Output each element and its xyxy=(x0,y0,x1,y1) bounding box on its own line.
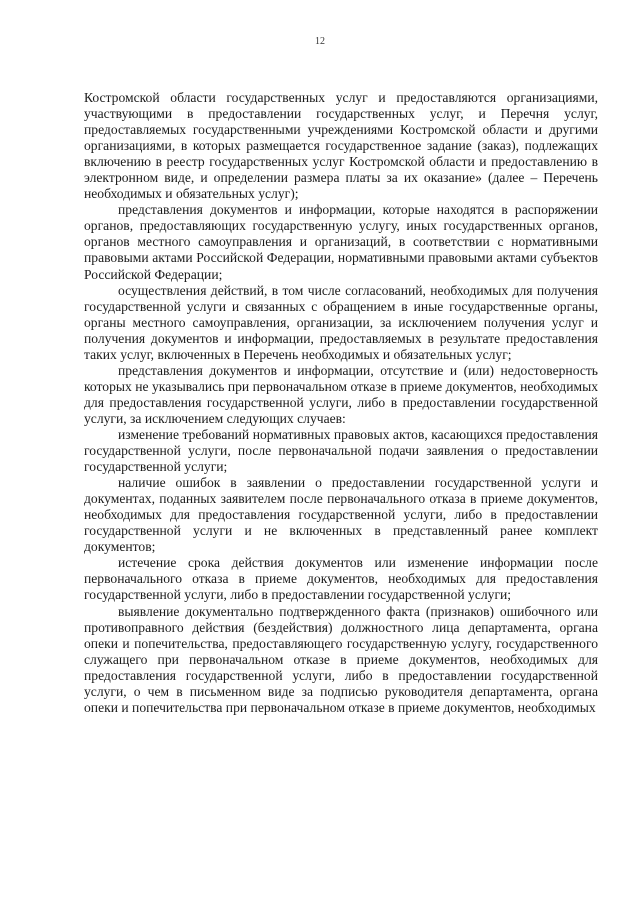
paragraph: истечение срока действия документов или изменение информации после первоначального отказа в приеме документов, необходимых для предоставления государственной услуги, либо в предоставлении государственной услуги; xyxy=(84,555,598,603)
paragraph: выявление документально подтвержденного факта (признаков) ошибочного или противоправного действия (бездействия) должностного лица департамента, органа опеки и попечительства, предоставляющего государственную услугу, государственного служащего при первоначальном отказе в приеме документов, необходимых для предоставления государственной услуги, либо в предоставлении государственной услуги, о чем в письменном виде за подписью руководителя департамента, органа опеки и попечительства при первоначальном отказе в приеме документов, необходимых xyxy=(84,603,598,715)
paragraph: наличие ошибок в заявлении о предоставлении государственной услуги и документах, поданных заявителем после первоначального отказа в приеме документов, необходимых для предоставления государственной услуги, либо в предоставлении государственной услуги и не включенных в представленный ранее комплект документов; xyxy=(84,475,598,555)
paragraph: представления документов и информации, отсутствие и (или) недостоверность которых не указывались при первоначальном отказе в приеме документов, необходимых для предоставления государственной услуги, либо в предоставлении государственной услуги, за исключением следующих случаев: xyxy=(84,362,598,426)
document-body xyxy=(84,90,598,716)
paragraph: осуществления действий, в том числе согласований, необходимых для получения государственной услуги и связанных с обращением в иные государственные органы, органы местного самоуправления, организации, за исключением получения услуг и получения документов и информации, предоставляемых в результате предоставления таких услуг, включенных в Перечень необходимых и обязательных услуг; xyxy=(84,282,598,362)
paragraph: Костромской области государственных услуг и предоставляются организациями, участвующими в предоставлении государственных услуг, и Перечня услуг, предоставляемых государственными учреждениями Костромской области и другими организациями, в которых размещается государственное задание (заказ), подлежащих включению в реестр государственных услуг Костромской области и предоставлению в электронном виде, и определении размера платы за их оказание» (далее – Перечень необходимых и обязательных услуг); xyxy=(84,90,598,202)
page-number: 12 xyxy=(315,36,325,47)
paragraph: изменение требований нормативных правовых актов, касающихся предоставления государственной услуги, после первоначальной подачи заявления о предоставлении государственной услуги; xyxy=(84,426,598,475)
paragraph: представления документов и информации, которые находятся в распоряжении органов, предоставляющих государственную услугу, иных государственных органов, органов местного самоуправления и организаций, в соответствии с нормативными правовыми актами Российской Федерации, нормативными правовыми актами субъектов Российской Федерации; xyxy=(84,202,598,282)
